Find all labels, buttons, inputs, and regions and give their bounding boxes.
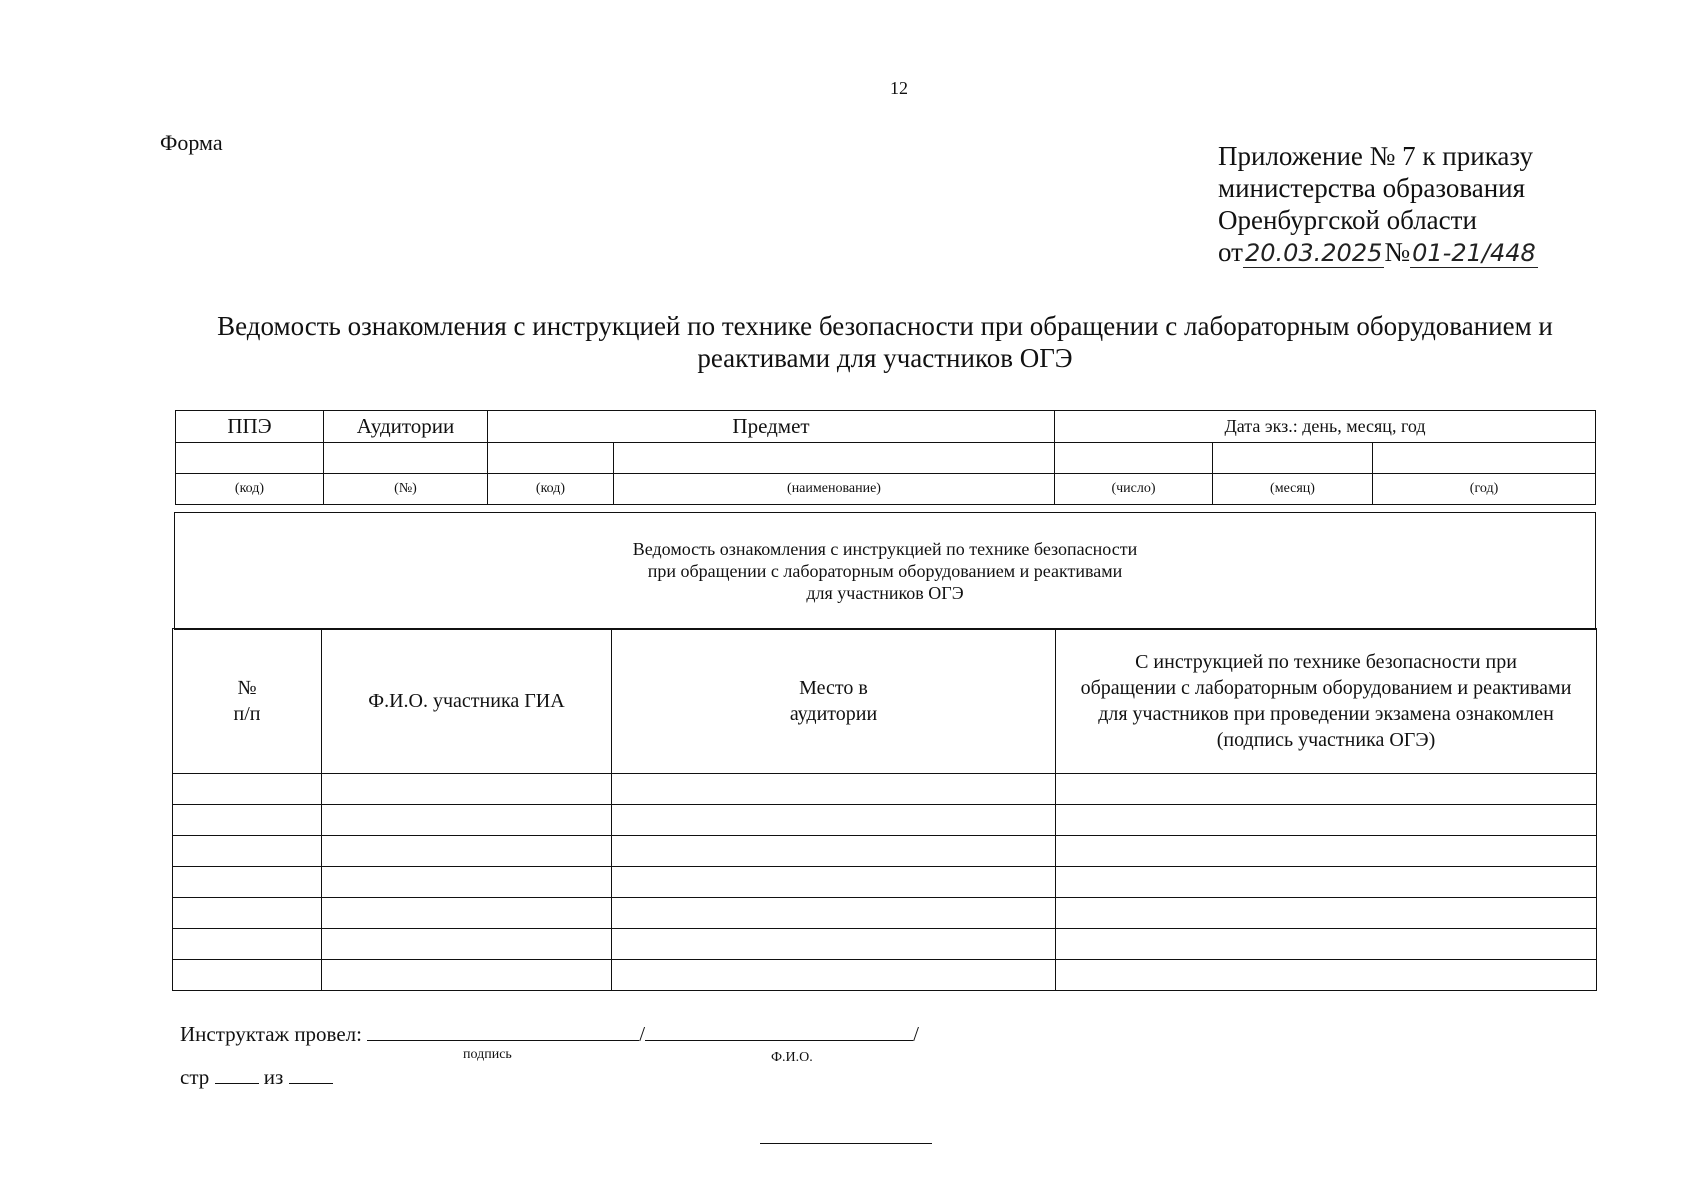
table-row bbox=[173, 774, 1597, 805]
number-cell[interactable] bbox=[173, 929, 322, 960]
conducted-label: Инструктаж провел: bbox=[180, 1022, 362, 1046]
number-cell[interactable] bbox=[173, 774, 322, 805]
exam-day-field[interactable] bbox=[1055, 443, 1213, 474]
instructor-fio-field[interactable] bbox=[645, 1020, 913, 1041]
of-label: из bbox=[263, 1065, 284, 1089]
appendix-line-1: Приложение № 7 к приказу bbox=[1218, 141, 1533, 171]
page-number-field[interactable] bbox=[215, 1063, 259, 1084]
signature-line-2: обращении с лабораторным оборудованием и реактивами bbox=[1080, 677, 1572, 699]
number-cell[interactable] bbox=[173, 867, 322, 898]
slash-1: / bbox=[639, 1022, 646, 1046]
column-place-header bbox=[612, 629, 1056, 774]
instructor-line bbox=[180, 1020, 919, 1047]
ppe-code-caption: (код) bbox=[176, 474, 324, 505]
signature-cell[interactable] bbox=[1056, 774, 1597, 805]
number-symbol: № bbox=[237, 677, 257, 699]
fio-cell[interactable] bbox=[322, 960, 612, 991]
number-abbr: п/п bbox=[233, 703, 261, 725]
fio-cell[interactable] bbox=[322, 805, 612, 836]
participants-table bbox=[172, 628, 1597, 991]
ppe-code-field[interactable] bbox=[176, 443, 324, 474]
page-count-line bbox=[180, 1063, 333, 1090]
place-cell[interactable] bbox=[612, 898, 1056, 929]
number-cell[interactable] bbox=[173, 805, 322, 836]
header-table bbox=[175, 410, 1596, 505]
appendix-line-2: министерства образования bbox=[1218, 173, 1526, 203]
signature-cell[interactable] bbox=[1056, 898, 1597, 929]
place-cell[interactable] bbox=[612, 960, 1056, 991]
signature-cell[interactable] bbox=[1056, 867, 1597, 898]
number-prefix: № bbox=[1384, 237, 1411, 267]
place-cell[interactable] bbox=[612, 774, 1056, 805]
appendix-date-line bbox=[1218, 236, 1538, 269]
subject-code-field[interactable] bbox=[488, 443, 614, 474]
signature-cell[interactable] bbox=[1056, 960, 1597, 991]
slash-2: / bbox=[913, 1022, 919, 1046]
document-title bbox=[150, 310, 1620, 374]
page-number: 12 bbox=[890, 78, 908, 98]
subtitle-line-1: Ведомость ознакомления с инструкцией по технике безопасности bbox=[632, 539, 1138, 559]
exam-month-field[interactable] bbox=[1213, 443, 1373, 474]
table-row bbox=[173, 929, 1597, 960]
exam-day-caption: (число) bbox=[1055, 474, 1213, 505]
signature-line-1: С инструкцией по технике безопасности при bbox=[1135, 651, 1517, 673]
signature-line-3: для участников при проведении экзамена ознакомлен bbox=[1098, 703, 1554, 725]
auditoriums-header: Аудитории bbox=[324, 411, 488, 443]
column-fio-header: Ф.И.О. участника ГИА bbox=[322, 629, 612, 774]
fio-cell[interactable] bbox=[322, 867, 612, 898]
exam-year-field[interactable] bbox=[1373, 443, 1596, 474]
number-cell[interactable] bbox=[173, 898, 322, 929]
fio-cell[interactable] bbox=[322, 898, 612, 929]
table-row bbox=[173, 805, 1597, 836]
ppe-header: ППЭ bbox=[176, 411, 324, 443]
column-number-header bbox=[173, 629, 322, 774]
place-cell[interactable] bbox=[612, 929, 1056, 960]
subtitle-line-2: при обращении с лабораторным оборудованием и реактивами bbox=[647, 561, 1123, 581]
fio-cell[interactable] bbox=[322, 774, 612, 805]
place-cell[interactable] bbox=[612, 867, 1056, 898]
table-row bbox=[173, 836, 1597, 867]
fio-caption: Ф.И.О. bbox=[771, 1050, 813, 1065]
auditorium-number-field[interactable] bbox=[324, 443, 488, 474]
number-cell[interactable] bbox=[173, 960, 322, 991]
column-signature-header bbox=[1056, 629, 1597, 774]
appendix-block bbox=[1218, 140, 1538, 269]
subtitle-cell bbox=[175, 513, 1596, 630]
exam-date-header: Дата экз.: день, месяц, год bbox=[1055, 411, 1596, 443]
exam-year-caption: (год) bbox=[1373, 474, 1596, 505]
place-cell[interactable] bbox=[612, 805, 1056, 836]
appendix-line-3: Оренбургской области bbox=[1218, 205, 1477, 235]
order-date: 20.03.2025 bbox=[1244, 239, 1383, 267]
subtitle-box bbox=[174, 512, 1596, 630]
table-row bbox=[173, 898, 1597, 929]
signature-cell[interactable] bbox=[1056, 805, 1597, 836]
order-number: 01-21/448 bbox=[1412, 239, 1536, 267]
title-line-1: Ведомость ознакомления с инструкцией по технике безопасности при обращении с лабораторным оборудованием и bbox=[217, 311, 1553, 341]
signature-line-4: (подпись участника ОГЭ) bbox=[1216, 729, 1436, 751]
place-line-1: Место в bbox=[799, 677, 868, 699]
place-cell[interactable] bbox=[612, 836, 1056, 867]
table-row bbox=[173, 960, 1597, 991]
title-line-2: реактивами для участников ОГЭ bbox=[697, 343, 1073, 373]
exam-month-caption: (месяц) bbox=[1213, 474, 1373, 505]
auditorium-number-caption: (№) bbox=[324, 474, 488, 505]
subject-header: Предмет bbox=[488, 411, 1055, 443]
signature-cell[interactable] bbox=[1056, 836, 1597, 867]
place-line-2: аудитории bbox=[789, 703, 878, 725]
fio-cell[interactable] bbox=[322, 836, 612, 867]
subject-code-caption: (код) bbox=[488, 474, 614, 505]
subtitle-line-3: для участников ОГЭ bbox=[806, 583, 964, 603]
signature-cell[interactable] bbox=[1056, 929, 1597, 960]
subject-name-field[interactable] bbox=[614, 443, 1055, 474]
from-prefix: от bbox=[1218, 237, 1243, 267]
form-label: Форма bbox=[160, 130, 223, 155]
subject-name-caption: (наименование) bbox=[614, 474, 1055, 505]
fio-cell[interactable] bbox=[322, 929, 612, 960]
instructor-signature-field[interactable] bbox=[367, 1020, 639, 1041]
page-label: стр bbox=[180, 1065, 210, 1089]
bottom-divider bbox=[760, 1143, 932, 1144]
total-pages-field[interactable] bbox=[289, 1063, 333, 1084]
number-cell[interactable] bbox=[173, 836, 322, 867]
signature-caption: подпись bbox=[463, 1047, 512, 1062]
table-row bbox=[173, 867, 1597, 898]
